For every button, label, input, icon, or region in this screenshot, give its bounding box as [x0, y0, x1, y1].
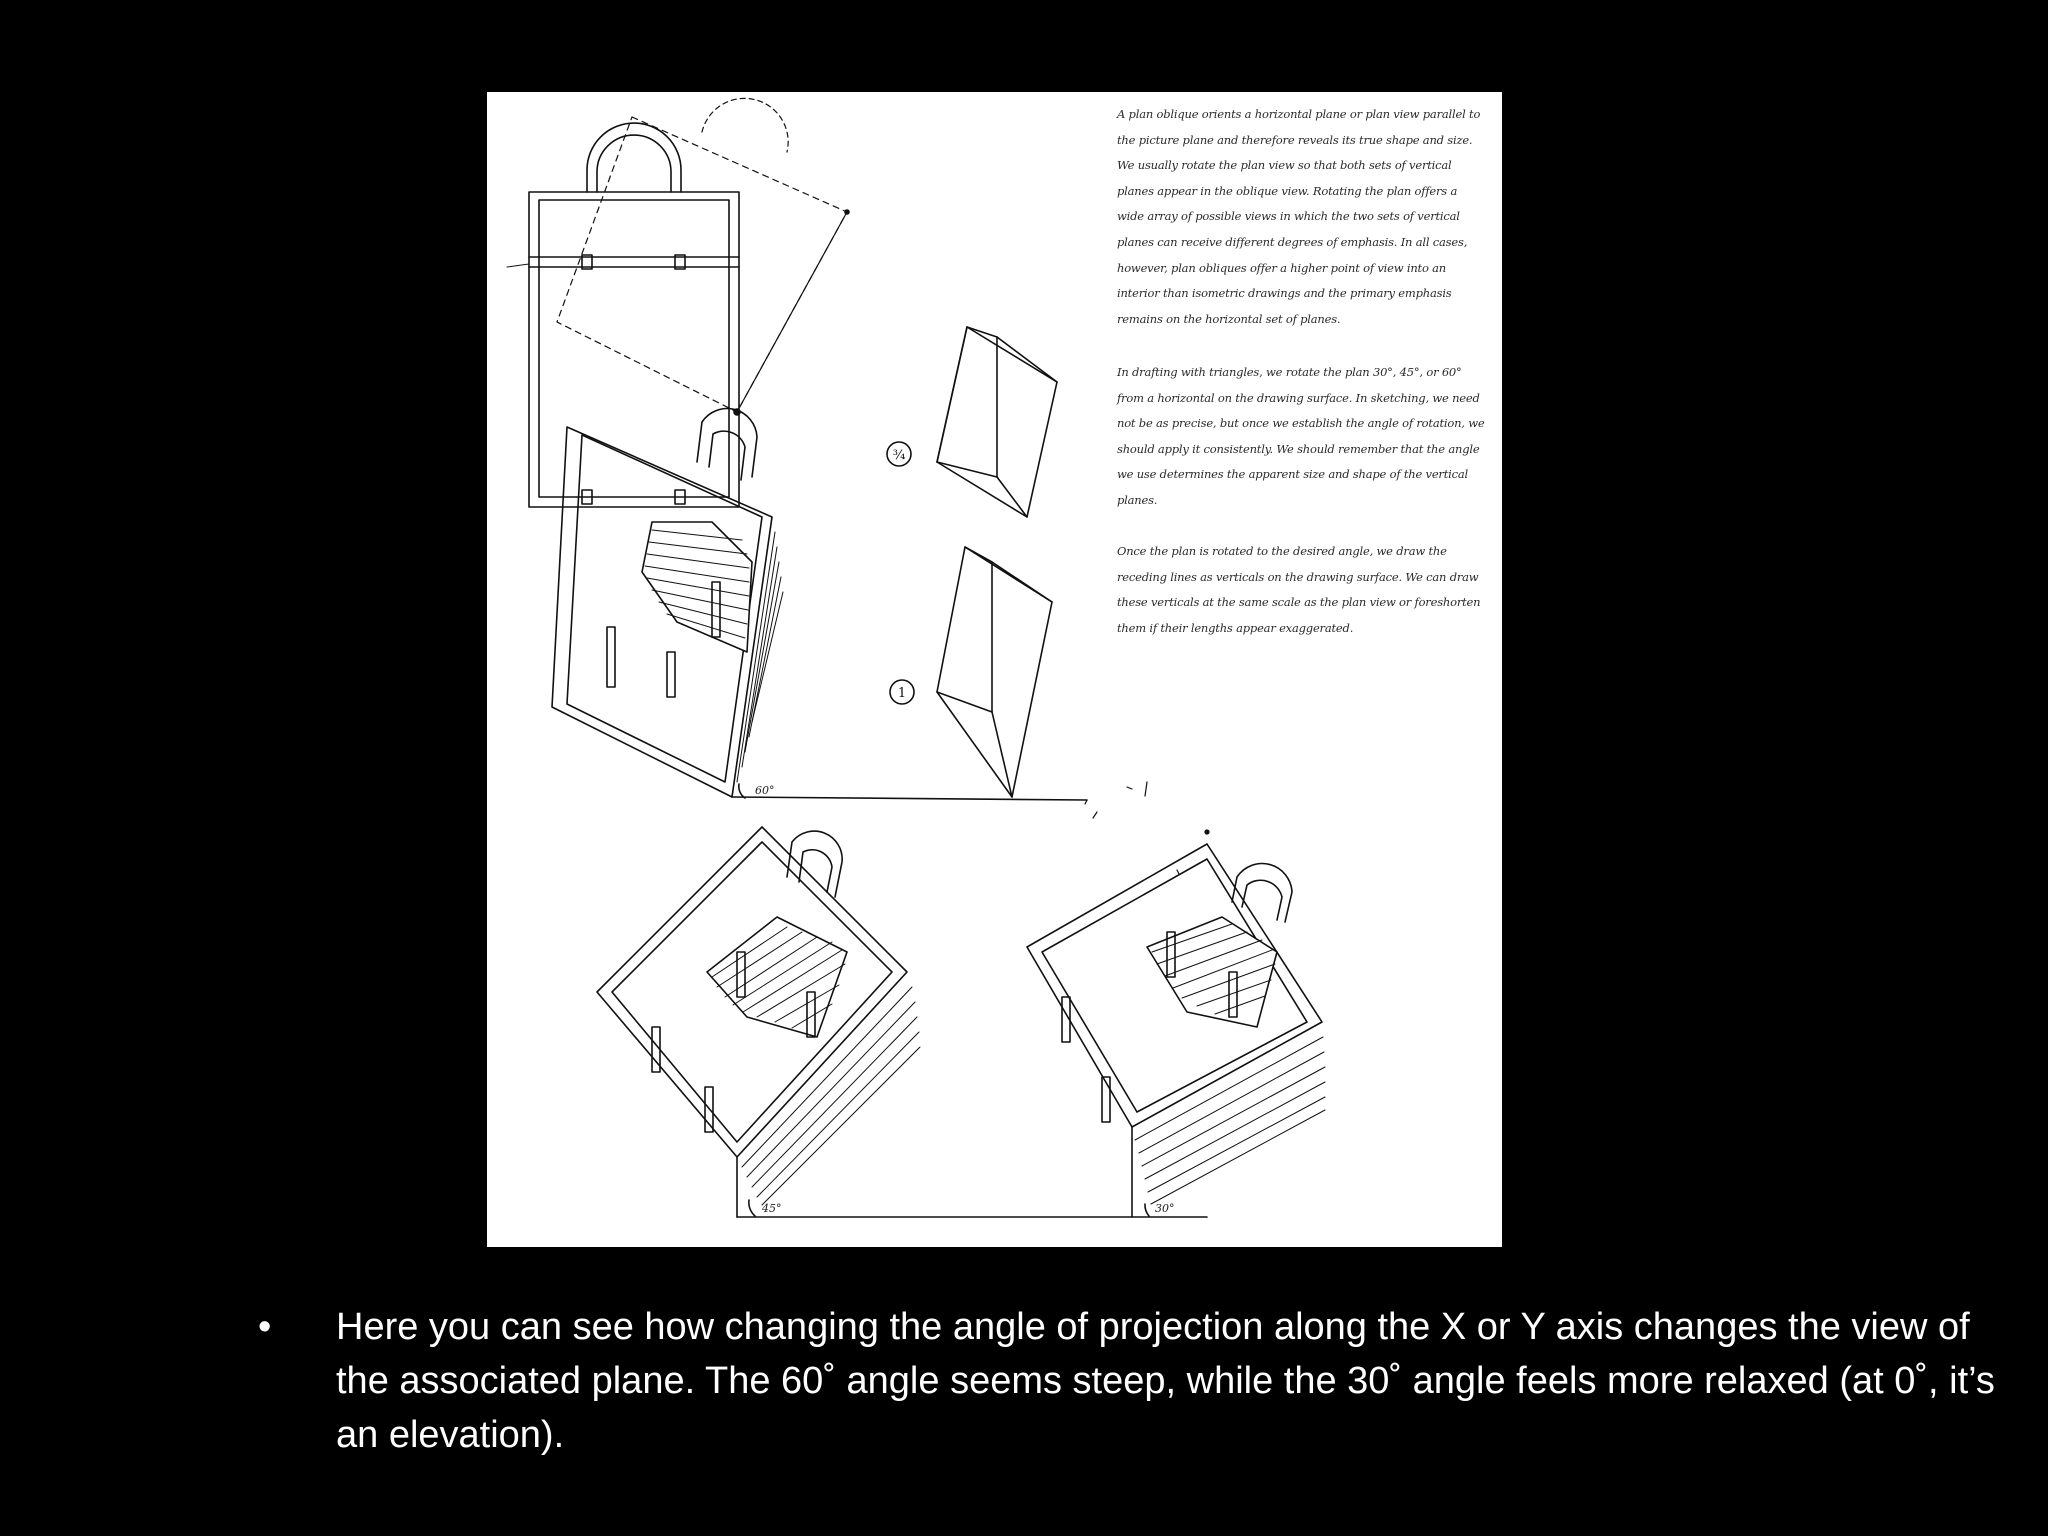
svg-text:¾: ¾ [892, 448, 906, 463]
figure-paragraph-receding-lines: Once the plan is rotated to the desired angle, we draw the receding lines as verticals on the drawing surface. We can draw these verticals at the same scale as the plan view or foreshorten them if their lengths appear exaggerated. [1117, 544, 1481, 635]
figure-paragraph-drafting: In drafting with triangles, we rotate the plan 30°, 45°, or 60° from a horizontal on the drawing surface. In sketching, we need not be as precise, but once we establish the angle of rotation, we should apply it consistently. We should remember that the angle we use determines the apparent size and shape of the vertical planes. [1117, 365, 1485, 507]
scale-marker-lower [890, 680, 914, 704]
oblique-60-drawing [552, 409, 1087, 800]
angle-label-30: 30° [1155, 1202, 1175, 1215]
oblique-30-drawing [1027, 844, 1325, 1217]
caption-text: Here you can see how changing the angle of projection along the X or Y axis changes the view of the associated plane. The 60˚ angle seems steep, while the 30˚ angle feels more relaxed (at 0˚, it’s an elevation). [336, 1306, 1995, 1456]
cube-lower [937, 547, 1052, 797]
bullet-icon: • [258, 1306, 272, 1348]
svg-text:1: 1 [897, 686, 907, 701]
figure-paragraph-plan-oblique: A plan oblique orients a horizontal plane or plan view parallel to the picture plane and therefore reveals its true shape and size. We usually rotate the plan view so that both sets of vertical planes appear in the oblique view. Rotating the plan offers a wide array of possible views in which the two sets of vertical planes can receive different degrees of emphasis. In all cases, however, plan obliques offer a higher point of view into an interior than isometric drawings and the primary emphasis remains on the horizontal set of planes. [1117, 107, 1481, 326]
plan-view [507, 98, 849, 507]
angle-label-45: 45° [762, 1202, 782, 1215]
angle-label-60: 60° [755, 784, 775, 797]
scale-marker-upper [887, 442, 911, 466]
textbook-figure [487, 92, 1502, 1247]
cube-upper [937, 327, 1057, 517]
oblique-45-drawing [597, 827, 1207, 1217]
